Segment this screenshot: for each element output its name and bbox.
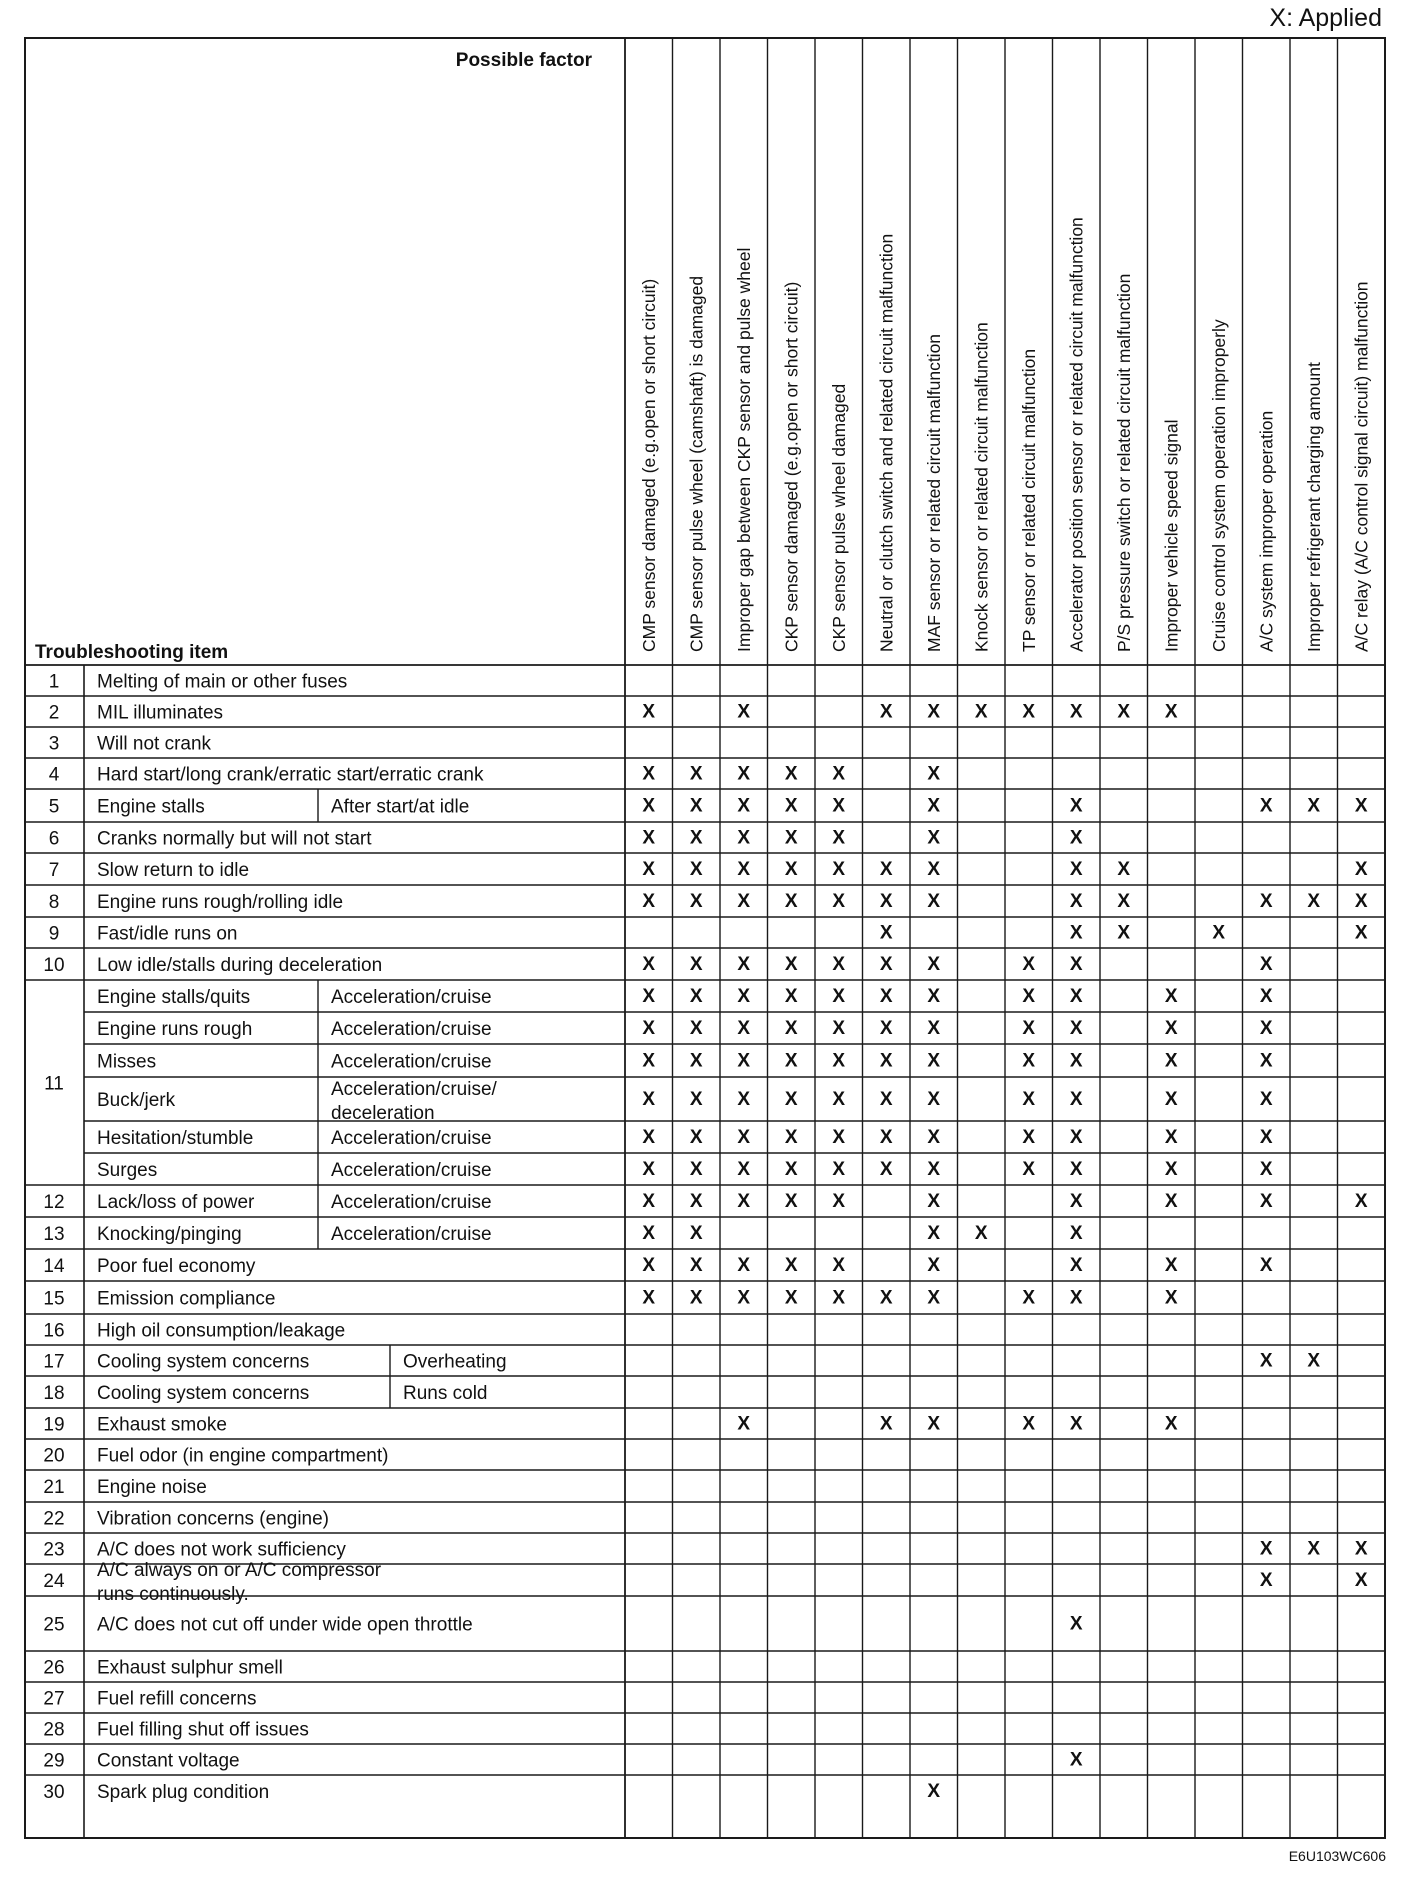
applied-mark: X — [974, 701, 988, 723]
applied-mark: X — [1307, 1350, 1321, 1372]
applied-mark: X — [689, 827, 703, 849]
applied-mark: X — [737, 891, 751, 912]
row-item: Will not crank — [97, 733, 212, 755]
applied-mark: X — [642, 891, 656, 912]
applied-mark: X — [1259, 954, 1273, 975]
applied-mark: X — [1259, 986, 1273, 1007]
row-item: Engine noise — [97, 1477, 207, 1498]
applied-mark: X — [784, 1255, 798, 1276]
row-item: Lack/loss of power — [97, 1192, 255, 1213]
applied-mark: X — [927, 1413, 941, 1435]
applied-mark: X — [642, 1255, 656, 1276]
applied-mark: X — [1259, 1127, 1273, 1148]
row-item: Engine stalls/quits — [97, 987, 251, 1008]
applied-mark: X — [1069, 1287, 1083, 1309]
applied-mark: X — [689, 986, 703, 1007]
applied-mark: X — [879, 1127, 893, 1148]
row-number: 9 — [48, 923, 60, 945]
applied-mark: X — [642, 1089, 656, 1110]
applied-mark: X — [832, 1127, 846, 1148]
row-condition: Overheating — [403, 1351, 507, 1373]
applied-mark: X — [927, 1781, 941, 1802]
row-number: 26 — [43, 1657, 65, 1679]
row-condition: Acceleration/cruise — [331, 1192, 492, 1213]
factor-header: CMP sensor damaged (e.g.open or short circuit) — [638, 278, 659, 652]
applied-mark: X — [1069, 1159, 1083, 1180]
applied-mark: X — [832, 1018, 846, 1039]
applied-mark: X — [832, 1089, 846, 1110]
row-number: 2 — [48, 702, 60, 724]
legend: X: Applied — [1269, 4, 1382, 32]
applied-mark: X — [1069, 1050, 1083, 1072]
applied-mark: X — [974, 1223, 988, 1244]
row-item: Cooling system concerns — [97, 1351, 310, 1373]
applied-mark: X — [689, 1127, 703, 1148]
row-condition: Acceleration/cruise — [331, 1019, 492, 1040]
applied-mark: X — [642, 1223, 656, 1244]
row-item: Cooling system concerns — [97, 1383, 310, 1404]
row-number: 12 — [43, 1192, 65, 1213]
troubleshooting-item-label: Troubleshooting item — [35, 642, 229, 663]
row-item: MIL illuminates — [97, 702, 224, 724]
row-item: Exhaust smoke — [97, 1414, 227, 1436]
applied-mark: X — [784, 986, 798, 1007]
applied-mark: X — [737, 795, 751, 817]
applied-mark: X — [689, 859, 703, 880]
row-number: 25 — [43, 1614, 65, 1636]
applied-mark: X — [737, 1089, 751, 1110]
row-item: Fast/idle runs on — [97, 923, 238, 945]
applied-mark: X — [1069, 922, 1083, 944]
applied-mark: X — [927, 986, 941, 1007]
row-item: Fuel odor (in engine compartment) — [97, 1445, 389, 1467]
applied-mark: X — [1069, 1018, 1083, 1039]
applied-mark: X — [927, 954, 941, 975]
applied-mark: X — [689, 891, 703, 912]
applied-mark: X — [1164, 1018, 1178, 1039]
applied-mark: X — [927, 1223, 941, 1244]
factor-header: Neutral or clutch switch and related circuit malfunction — [876, 233, 897, 652]
factor-header: CKP sensor damaged (e.g.open or short circuit) — [781, 281, 802, 652]
applied-mark: X — [879, 701, 893, 723]
applied-mark: X — [832, 763, 846, 785]
applied-mark: X — [1069, 954, 1083, 975]
applied-mark: X — [689, 1223, 703, 1244]
applied-mark: X — [737, 859, 751, 880]
applied-mark: X — [1069, 701, 1083, 723]
row-item: Spark plug condition — [97, 1782, 270, 1803]
applied-mark: X — [1259, 1050, 1273, 1072]
row-item: Engine stalls — [97, 796, 205, 818]
applied-mark: X — [689, 763, 703, 785]
row-number: 14 — [43, 1256, 65, 1277]
row-item: Constant voltage — [97, 1750, 240, 1772]
applied-mark: X — [1022, 1018, 1036, 1039]
applied-mark: X — [1022, 701, 1036, 723]
row-item: Poor fuel economy — [97, 1256, 256, 1277]
applied-mark: X — [1354, 795, 1368, 817]
row-condition: Acceleration/cruise — [331, 1051, 492, 1073]
applied-mark: X — [689, 795, 703, 817]
applied-mark: X — [879, 922, 893, 944]
row-condition: Runs cold — [403, 1383, 488, 1404]
factor-header: Cruise control system operation improperly — [1208, 319, 1229, 652]
applied-mark: X — [1354, 1191, 1368, 1212]
row-number: 19 — [43, 1414, 65, 1436]
applied-mark: X — [879, 1159, 893, 1180]
applied-mark: X — [1069, 1749, 1083, 1771]
applied-mark: X — [927, 1127, 941, 1148]
row-item: Hesitation/stumble — [97, 1128, 254, 1149]
applied-mark: X — [689, 954, 703, 975]
applied-mark: X — [927, 1159, 941, 1180]
factor-header: CKP sensor pulse wheel damaged — [828, 383, 849, 652]
applied-mark: X — [879, 1018, 893, 1039]
applied-mark: X — [879, 986, 893, 1007]
applied-mark: X — [784, 1018, 798, 1039]
applied-mark: X — [1307, 795, 1321, 817]
applied-mark: X — [927, 701, 941, 723]
applied-mark: X — [1164, 1255, 1178, 1276]
applied-mark: X — [1069, 1413, 1083, 1435]
row-item: Slow return to idle — [97, 860, 250, 881]
row-condition: Acceleration/cruise — [331, 987, 492, 1008]
row-number: 13 — [43, 1224, 65, 1245]
applied-mark: X — [689, 1191, 703, 1212]
row-number: 17 — [43, 1351, 65, 1373]
applied-mark: X — [1164, 1159, 1178, 1180]
applied-mark: X — [1022, 986, 1036, 1007]
applied-mark: X — [1259, 1159, 1273, 1180]
applied-mark: X — [689, 1287, 703, 1309]
row-number: 30 — [43, 1782, 65, 1803]
applied-mark: X — [1164, 1089, 1178, 1110]
row-item: Knocking/pinging — [97, 1224, 242, 1245]
applied-mark: X — [1259, 1538, 1273, 1560]
figure-code: E6U103WC606 — [1288, 1848, 1386, 1864]
applied-mark: X — [1259, 891, 1273, 912]
applied-mark: X — [737, 1159, 751, 1180]
applied-mark: X — [1069, 827, 1083, 849]
row-item: Fuel refill concerns — [97, 1688, 257, 1710]
applied-mark: X — [642, 1018, 656, 1039]
applied-mark: X — [1259, 795, 1273, 817]
applied-mark: X — [832, 1255, 846, 1276]
applied-mark: X — [1069, 1127, 1083, 1148]
applied-mark: X — [642, 763, 656, 785]
applied-mark: X — [1069, 1255, 1083, 1276]
applied-mark: X — [927, 1050, 941, 1072]
row-number: 6 — [48, 828, 60, 850]
row-item: A/C always on or A/C compressor — [97, 1560, 382, 1581]
row-number: 20 — [43, 1445, 65, 1467]
applied-mark: X — [879, 1089, 893, 1110]
applied-mark: X — [737, 954, 751, 975]
applied-mark: X — [784, 1127, 798, 1148]
applied-mark: X — [737, 701, 751, 723]
applied-mark: X — [642, 1127, 656, 1148]
row-number: 21 — [43, 1477, 65, 1498]
applied-mark: X — [642, 1050, 656, 1072]
applied-mark: X — [737, 1191, 751, 1212]
row-item: Engine runs rough — [97, 1019, 253, 1040]
applied-mark: X — [1307, 891, 1321, 912]
applied-mark: X — [879, 891, 893, 912]
applied-mark: X — [832, 954, 846, 975]
applied-mark: X — [784, 827, 798, 849]
applied-mark: X — [1164, 1050, 1178, 1072]
applied-mark: X — [1259, 1570, 1273, 1591]
row-number: 10 — [43, 955, 65, 976]
row-item-continued: runs continuously. — [97, 1584, 249, 1605]
applied-mark: X — [1259, 1191, 1273, 1212]
applied-mark: X — [1164, 1191, 1178, 1212]
applied-mark: X — [832, 1287, 846, 1309]
row-number: 11 — [44, 1073, 64, 1095]
applied-mark: X — [1117, 859, 1131, 880]
factor-header: Knock sensor or related circuit malfunction — [971, 322, 992, 652]
applied-mark: X — [1212, 922, 1226, 944]
row-number: 28 — [43, 1719, 65, 1741]
applied-mark: X — [927, 1287, 941, 1309]
row-condition: After start/at idle — [331, 796, 470, 818]
applied-mark: X — [784, 1089, 798, 1110]
applied-mark: X — [784, 1159, 798, 1180]
applied-mark: X — [1022, 1159, 1036, 1180]
row-item: Melting of main or other fuses — [97, 671, 348, 693]
applied-mark: X — [737, 1255, 751, 1276]
row-item: Surges — [97, 1160, 158, 1181]
row-number: 27 — [43, 1688, 65, 1710]
row-number: 7 — [48, 860, 60, 881]
applied-mark: X — [832, 827, 846, 849]
applied-mark: X — [689, 1089, 703, 1110]
applied-mark: X — [832, 1050, 846, 1072]
row-item: High oil consumption/leakage — [97, 1320, 346, 1342]
applied-mark: X — [927, 795, 941, 817]
row-item: Low idle/stalls during deceleration — [97, 955, 383, 976]
applied-mark: X — [1069, 1613, 1083, 1635]
row-item: Exhaust sulphur smell — [97, 1657, 283, 1679]
row-item: Engine runs rough/rolling idle — [97, 892, 344, 913]
applied-mark: X — [1259, 1089, 1273, 1110]
applied-mark: X — [737, 1413, 751, 1435]
applied-mark: X — [642, 1287, 656, 1309]
applied-mark: X — [784, 1287, 798, 1309]
applied-mark: X — [784, 954, 798, 975]
applied-mark: X — [832, 859, 846, 880]
applied-mark: X — [642, 986, 656, 1007]
row-item: Cranks normally but will not start — [97, 828, 372, 850]
applied-mark: X — [832, 986, 846, 1007]
row-number: 5 — [48, 796, 60, 818]
applied-mark: X — [642, 1159, 656, 1180]
applied-mark: X — [1022, 1287, 1036, 1309]
row-item: Misses — [97, 1051, 157, 1073]
applied-mark: X — [737, 1127, 751, 1148]
row-item: Hard start/long crank/erratic start/erratic crank — [97, 764, 484, 786]
applied-mark: X — [879, 1287, 893, 1309]
applied-mark: X — [737, 763, 751, 785]
applied-mark: X — [1164, 1287, 1178, 1309]
applied-mark: X — [832, 1191, 846, 1212]
factor-header: Improper gap between CKP sensor and pulse wheel — [733, 247, 754, 652]
row-condition: Acceleration/cruise — [331, 1160, 492, 1181]
applied-mark: X — [832, 795, 846, 817]
row-number: 4 — [48, 764, 60, 786]
factor-header: Accelerator position sensor or related circuit malfunction — [1066, 217, 1087, 652]
applied-mark: X — [927, 891, 941, 912]
applied-mark: X — [927, 1191, 941, 1212]
applied-mark: X — [927, 1089, 941, 1110]
applied-mark: X — [1259, 1350, 1273, 1372]
applied-mark: X — [737, 1050, 751, 1072]
applied-mark: X — [1022, 1050, 1036, 1072]
applied-mark: X — [642, 954, 656, 975]
row-condition: Acceleration/cruise — [331, 1128, 492, 1149]
applied-mark: X — [784, 891, 798, 912]
row-item: Fuel filling shut off issues — [97, 1719, 309, 1741]
applied-mark: X — [927, 1018, 941, 1039]
row-condition-continued: deceleration — [331, 1103, 435, 1124]
applied-mark: X — [1307, 1538, 1321, 1560]
applied-mark: X — [879, 1413, 893, 1435]
applied-mark: X — [642, 1191, 656, 1212]
applied-mark: X — [784, 763, 798, 785]
factor-header: Improper refrigerant charging amount — [1303, 362, 1324, 652]
applied-mark: X — [737, 1287, 751, 1309]
row-number: 16 — [43, 1320, 65, 1342]
applied-mark: X — [1259, 1018, 1273, 1039]
applied-mark: X — [879, 859, 893, 880]
applied-mark: X — [1164, 986, 1178, 1007]
possible-factor-label: Possible factor — [455, 50, 592, 71]
applied-mark: X — [737, 986, 751, 1007]
applied-mark: X — [1117, 701, 1131, 723]
applied-mark: X — [784, 1191, 798, 1212]
row-item: Vibration concerns (engine) — [97, 1508, 330, 1530]
applied-mark: X — [879, 954, 893, 975]
applied-mark: X — [1117, 922, 1131, 944]
factor-header: Improper vehicle speed signal — [1161, 419, 1182, 652]
applied-mark: X — [642, 859, 656, 880]
applied-mark: X — [1069, 1191, 1083, 1212]
applied-mark: X — [689, 1050, 703, 1072]
factor-header: MAF sensor or related circuit malfunction — [923, 333, 944, 652]
row-number: 18 — [43, 1383, 65, 1404]
applied-mark: X — [1069, 1089, 1083, 1110]
row-item: A/C does not work sufficiency — [97, 1539, 346, 1561]
applied-mark: X — [1117, 891, 1131, 912]
applied-mark: X — [784, 795, 798, 817]
row-number: 3 — [48, 733, 60, 755]
applied-mark: X — [1022, 1413, 1036, 1435]
applied-mark: X — [1069, 891, 1083, 912]
row-item: Emission compliance — [97, 1288, 276, 1310]
row-condition: Acceleration/cruise — [331, 1224, 492, 1245]
applied-mark: X — [1354, 1538, 1368, 1560]
row-number: 1 — [48, 671, 60, 693]
applied-mark: X — [1069, 986, 1083, 1007]
applied-mark: X — [784, 859, 798, 880]
factor-header: CMP sensor pulse wheel (camshaft) is damaged — [686, 275, 707, 652]
applied-mark: X — [1354, 859, 1368, 880]
factor-header: P/S pressure switch or related circuit malfunction — [1113, 273, 1134, 652]
applied-mark: X — [1022, 1089, 1036, 1110]
row-number: 8 — [48, 892, 60, 913]
applied-mark: X — [832, 891, 846, 912]
applied-mark: X — [1022, 954, 1036, 975]
applied-mark: X — [1069, 1223, 1083, 1244]
applied-mark: X — [1259, 1255, 1273, 1276]
factor-header: A/C system improper operation — [1256, 410, 1277, 652]
applied-mark: X — [642, 795, 656, 817]
applied-mark: X — [927, 1255, 941, 1276]
row-number: 29 — [43, 1750, 65, 1772]
applied-mark: X — [1069, 859, 1083, 880]
applied-mark: X — [1354, 891, 1368, 912]
applied-mark: X — [784, 1050, 798, 1072]
applied-mark: X — [689, 1018, 703, 1039]
applied-mark: X — [927, 859, 941, 880]
factor-header: TP sensor or related circuit malfunction — [1018, 348, 1039, 652]
applied-mark: X — [689, 1255, 703, 1276]
row-item: A/C does not cut off under wide open throttle — [97, 1614, 473, 1636]
applied-mark: X — [1164, 701, 1178, 723]
factor-header: A/C relay (A/C control signal circuit) malfunction — [1351, 281, 1372, 652]
applied-mark: X — [879, 1050, 893, 1072]
applied-mark: X — [927, 827, 941, 849]
applied-mark: X — [642, 701, 656, 723]
row-condition: Acceleration/cruise/ — [331, 1079, 497, 1100]
applied-mark: X — [1354, 922, 1368, 944]
applied-mark: X — [832, 1159, 846, 1180]
applied-mark: X — [1022, 1127, 1036, 1148]
applied-mark: X — [737, 827, 751, 849]
row-item: Buck/jerk — [97, 1090, 176, 1111]
row-number: 23 — [43, 1539, 65, 1561]
row-number: 15 — [43, 1288, 65, 1310]
applied-mark: X — [642, 827, 656, 849]
row-number: 22 — [43, 1508, 65, 1530]
applied-mark: X — [1164, 1413, 1178, 1435]
applied-mark: X — [1164, 1127, 1178, 1148]
applied-mark: X — [689, 1159, 703, 1180]
applied-mark: X — [927, 763, 941, 785]
applied-mark: X — [1354, 1570, 1368, 1591]
applied-mark: X — [1069, 795, 1083, 817]
applied-mark: X — [737, 1018, 751, 1039]
row-number: 24 — [43, 1571, 65, 1592]
